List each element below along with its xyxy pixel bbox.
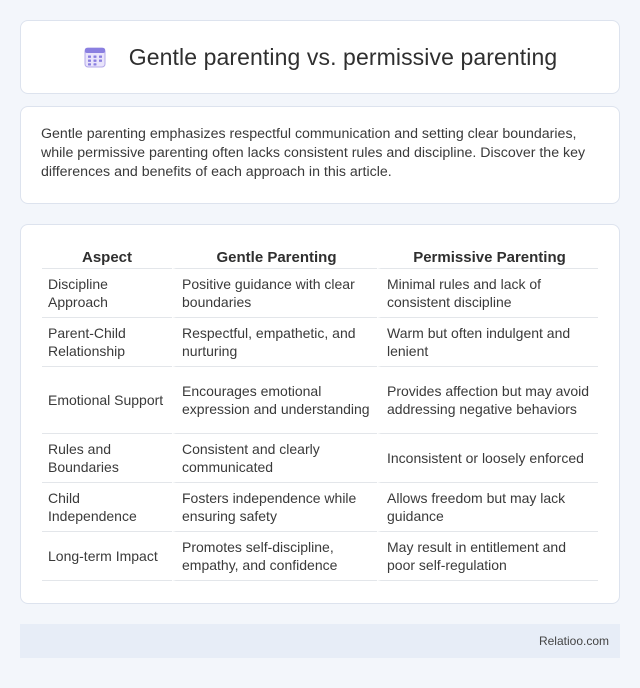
intro-paragraph: Gentle parenting emphasizes respectful communication and setting clear boundaries, while permissive parenting often lacks consistent rules and discipline. Discover the key differences and benefits of each approach in this article. bbox=[41, 126, 586, 180]
header-gentle-parenting: Gentle Parenting bbox=[172, 245, 377, 269]
permissive-cell: Inconsistent or loosely enforced bbox=[377, 434, 598, 483]
aspect-cell: Parent-Child Relationship bbox=[42, 318, 172, 367]
table-row bbox=[42, 532, 598, 581]
aspect-cell: Child Independence bbox=[42, 483, 172, 532]
header-aspect: Aspect bbox=[42, 245, 172, 269]
intro-card bbox=[20, 106, 620, 204]
footer bbox=[20, 624, 620, 658]
permissive-cell: May result in entitlement and poor self-regulation bbox=[377, 532, 598, 581]
gentle-cell: Promotes self-discipline, empathy, and confidence bbox=[172, 532, 377, 581]
table-row bbox=[42, 367, 598, 434]
permissive-cell: Minimal rules and lack of consistent discipline bbox=[377, 269, 598, 318]
aspect-cell: Rules and Boundaries bbox=[42, 434, 172, 483]
table-header-row bbox=[42, 245, 598, 269]
page-title: Gentle parenting vs. permissive parenting bbox=[128, 43, 558, 70]
gentle-cell: Fosters independence while ensuring safety bbox=[172, 483, 377, 532]
table-row bbox=[42, 434, 598, 483]
gentle-cell: Consistent and clearly communicated bbox=[172, 434, 377, 483]
permissive-cell: Allows freedom but may lack guidance bbox=[377, 483, 598, 532]
permissive-cell: Warm but often indulgent and lenient bbox=[377, 318, 598, 367]
calendar-icon bbox=[83, 45, 107, 69]
header-permissive-parenting: Permissive Parenting bbox=[377, 245, 598, 269]
permissive-cell: Provides affection but may avoid addressing negative behaviors bbox=[377, 367, 598, 434]
table-row bbox=[42, 483, 598, 532]
gentle-cell: Respectful, empathetic, and nurturing bbox=[172, 318, 377, 367]
comparison-table bbox=[42, 245, 598, 581]
aspect-cell: Long-term Impact bbox=[42, 532, 172, 581]
title-card bbox=[20, 20, 620, 94]
gentle-cell: Encourages emotional expression and understanding bbox=[172, 367, 377, 434]
aspect-cell: Discipline Approach bbox=[42, 269, 172, 318]
comparison-card bbox=[20, 224, 620, 604]
aspect-cell: Emotional Support bbox=[42, 367, 172, 434]
table-row bbox=[42, 269, 598, 318]
table-row bbox=[42, 318, 598, 367]
gentle-cell: Positive guidance with clear boundaries bbox=[172, 269, 377, 318]
footer-brand[interactable]: Relatioo.com bbox=[538, 634, 609, 648]
